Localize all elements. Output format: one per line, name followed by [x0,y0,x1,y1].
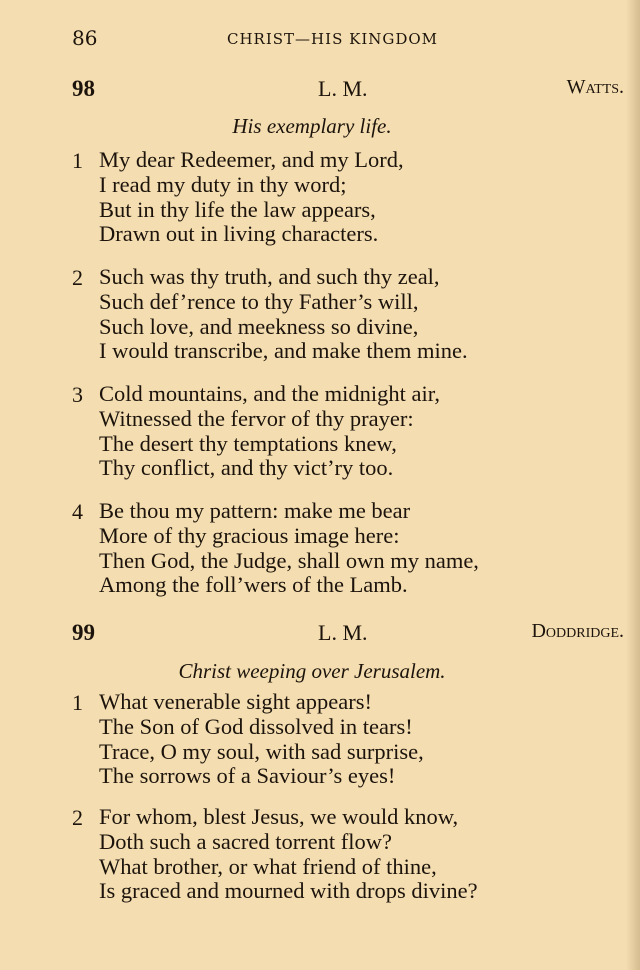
verse-line: Is graced and mourned with drops divine? [99,878,478,904]
hymn-author: Doddridge. [531,620,624,642]
verse-line: But in thy life the law appears, [99,196,376,222]
verse-line: Thy conflict, and thy vict’ry too. [99,455,394,481]
hymn-meter: L. M. [318,620,368,645]
verse-line: Such def’rence to thy Father’s will, [99,288,419,314]
hymn-99-stanza-1 [72,690,632,789]
hymn-99-stanza-2 [72,805,632,904]
stanza-number: 2 [72,805,83,830]
verse-line: I would transcribe, and make them mine. [99,338,468,364]
verse-line: My dear Redeemer, and my Lord, [99,147,404,172]
stanza-number: 3 [72,382,83,407]
stanza-number: 4 [72,499,83,524]
verse-line: The desert thy temptations knew, [99,430,397,456]
hymn-98-heading [72,76,624,108]
verse-line: Such was thy truth, and such thy zeal, [99,264,440,289]
verse-line: Then God, the Judge, shall own my name, [99,547,479,573]
verse-line: Be thou my pattern: make me bear [99,498,411,523]
hymn-98-subtitle: His exemplary life. [232,114,392,138]
running-title: CHRIST—HIS KINGDOM [227,30,439,48]
verse-line: Witnessed the fervor of thy prayer: [99,405,414,431]
stanza-number: 2 [72,265,83,290]
verse-line: For whom, blest Jesus, we would know, [99,804,459,829]
stanza-number: 1 [72,690,83,715]
verse-line: Doth such a sacred torrent flow? [99,828,393,854]
hymn-number: 98 [72,76,95,101]
verse-line: Among the foll’wers of the Lamb. [99,572,408,598]
verse-line: Trace, O my soul, with sad surprise, [99,738,424,764]
verse-line: Drawn out in living characters. [99,221,379,247]
hymn-99-subtitle: Christ weeping over Jerusalem. [178,659,446,683]
verse-line: What brother, or what friend of thine, [99,853,437,879]
verse-line: The sorrows of a Saviour’s eyes! [99,763,396,789]
running-head [72,26,592,56]
hymn-meter: L. M. [318,76,368,101]
verse-line: More of thy gracious image here: [99,522,400,548]
hymn-98-stanza-3 [72,382,632,481]
hymn-98-stanza-1 [72,148,632,247]
verse-line: I read my duty in thy word; [99,171,347,197]
hymn-99-heading [72,620,624,652]
verse-line: What venerable sight appears! [99,689,372,714]
verse-line: The Son of God dissolved in tears! [99,713,413,739]
hymn-98-stanza-4 [72,499,632,598]
stanza-number: 1 [72,148,83,173]
hymn-number: 99 [72,620,95,645]
hymn-author: Watts. [566,76,624,98]
hymn-98-stanza-2 [72,265,632,364]
verse-line: Such love, and meekness so divine, [99,313,419,339]
page-number: 86 [72,26,98,50]
verse-line: Cold mountains, and the midnight air, [99,381,440,406]
